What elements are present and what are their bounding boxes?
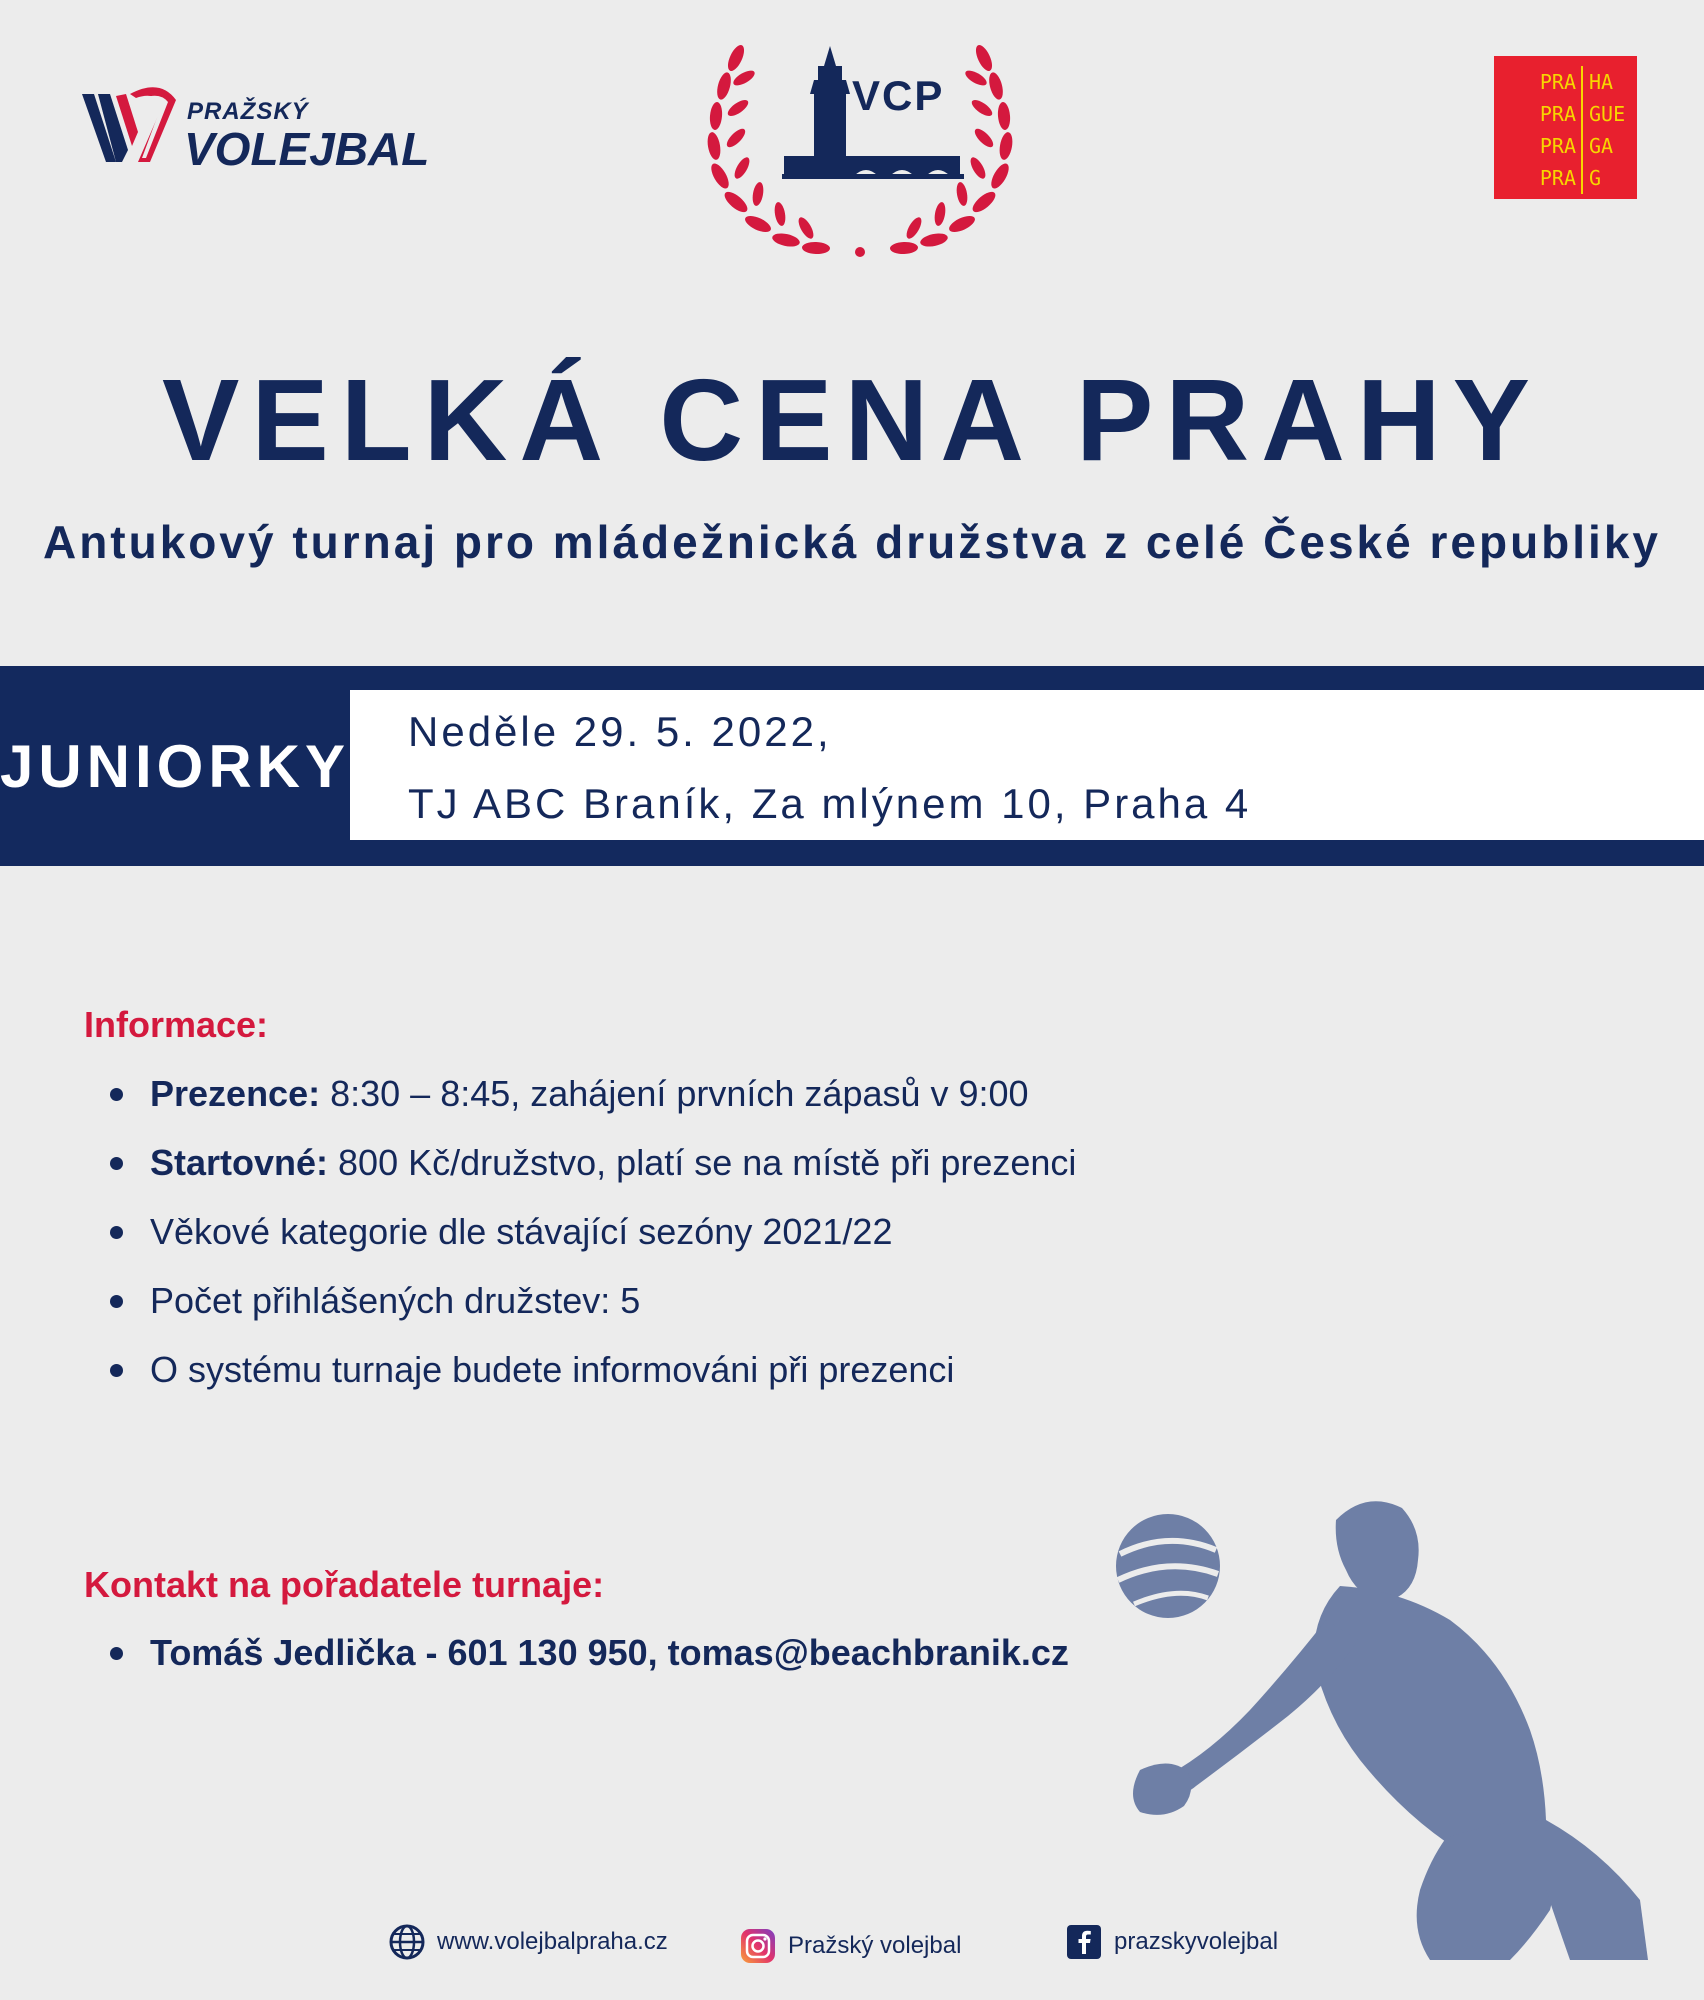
- facebook-icon: [1066, 1924, 1102, 1960]
- volleyball-logo-icon: [80, 84, 180, 174]
- praha-logo: [1494, 56, 1637, 199]
- item-text: Věkové kategorie dle stávající sezóny 2021/22: [150, 1211, 893, 1252]
- footer-instagram-link[interactable]: [740, 1928, 961, 1964]
- instagram-icon: [740, 1928, 776, 1964]
- list-item: [84, 1197, 1084, 1266]
- info-heading: Informace:: [84, 1004, 269, 1045]
- footer-website-text: www.volejbalpraha.cz: [437, 1928, 668, 1955]
- list-item: [84, 1128, 1084, 1197]
- item-label: Startovné:: [150, 1142, 329, 1183]
- logo-line1: PRAŽSKÝ: [187, 98, 309, 125]
- item-label: Prezence:: [150, 1073, 321, 1114]
- prazsky-volejbal-logo: [80, 84, 430, 184]
- item-text: 800 Kč/družstvo, platí se na místě při prezenci: [328, 1142, 1077, 1183]
- contact-heading: Kontakt na pořadatele turnaje:: [84, 1564, 605, 1605]
- praha-logo-text: GUE: [1589, 102, 1626, 126]
- item-text: Počet přihlášených družstev: 5: [150, 1280, 641, 1321]
- footer-website-link[interactable]: [389, 1924, 668, 1960]
- page-title: VELKÁ CENA PRAHY: [161, 355, 1543, 485]
- praha-logo-text: PRA: [1506, 162, 1583, 194]
- praha-logo-text: PRA: [1506, 130, 1583, 162]
- footer-instagram-text: Pražský volejbal: [788, 1932, 962, 1959]
- praha-logo-text: HA: [1589, 70, 1614, 94]
- praha-logo-text: PRA: [1506, 98, 1583, 130]
- praha-logo-text: G: [1589, 166, 1602, 190]
- footer-facebook-link[interactable]: [1066, 1924, 1278, 1960]
- list-item: [84, 1266, 1084, 1335]
- praha-logo-text: PRA: [1506, 66, 1583, 98]
- volleyball-player-illustration: [1100, 1490, 1660, 1970]
- list-item: [84, 1059, 1084, 1128]
- list-item: [84, 1335, 1084, 1404]
- item-text: O systému turnaje budete informováni při prezenci: [150, 1349, 955, 1390]
- praha-logo-text: GA: [1589, 134, 1614, 158]
- contact-list: [84, 1618, 1084, 1687]
- event-date: Neděle 29. 5. 2022,: [408, 708, 832, 755]
- footer-facebook-text: prazskyvolejbal: [1114, 1928, 1279, 1955]
- item-text: 8:30 – 8:45, zahájení prvních zápasů v 9:00: [320, 1073, 1029, 1114]
- event-venue: TJ ABC Braník, Za mlýnem 10, Praha 4: [408, 780, 1252, 827]
- vcp-logo: [700, 38, 1020, 278]
- info-list: [84, 1059, 1084, 1404]
- logo-line2: VOLEJBAL: [184, 123, 430, 175]
- vcp-logo-text: VCP: [852, 72, 945, 119]
- category-label: JUNIORKY: [0, 732, 351, 800]
- page-subtitle: Antukový turnaj pro mládežnická družstva z celé České republiky: [42, 516, 1662, 568]
- contact-item: Tomáš Jedlička - 601 130 950, tomas@beachbranik.cz: [84, 1618, 1084, 1687]
- globe-icon: [389, 1924, 425, 1960]
